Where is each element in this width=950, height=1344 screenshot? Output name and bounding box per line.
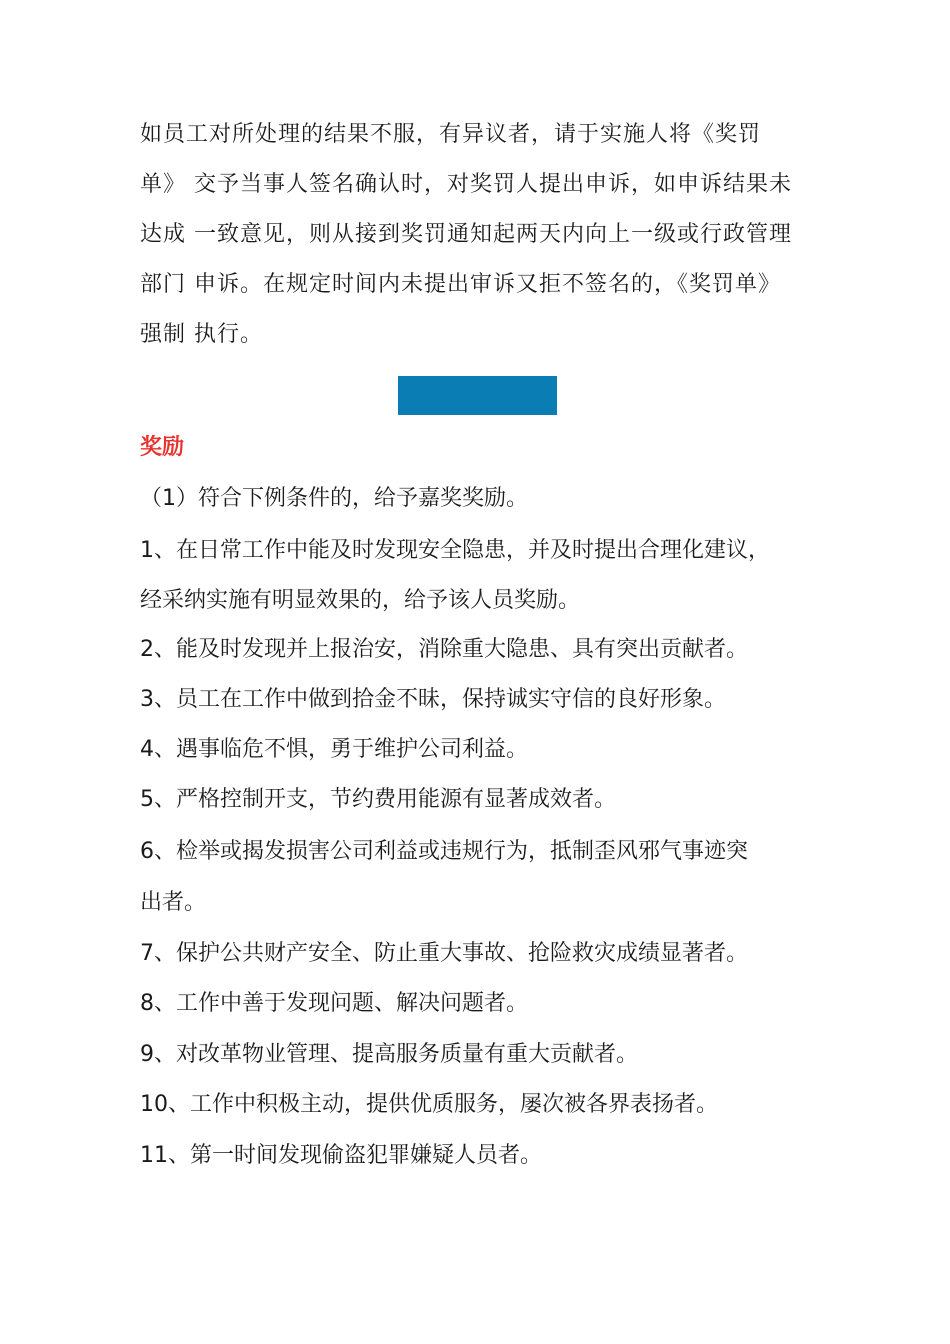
reward-item-line: 2、能及时发现并上报治安，消除重大隐患、具有突出贡献者。 <box>140 637 748 662</box>
reward-item-line: 4、遇事临危不惧，勇于维护公司利益。 <box>140 737 528 762</box>
reward-item-line: 5、严格控制开支，节约费用能源有显著成效者。 <box>140 787 616 812</box>
reward-intro-line: （1）符合下例条件的，给予嘉奖奖励。 <box>140 486 528 511</box>
reward-item-line: 8、工作中善于发现问题、解决问题者。 <box>140 991 528 1016</box>
reward-item-line: 6、检举或揭发损害公司利益或违规行为，抵制歪风邪气事迹突 <box>140 839 748 864</box>
reward-item-line: 3、员工在工作中做到拾金不昧，保持诚实守信的良好形象。 <box>140 687 726 712</box>
section-heading-reward: 奖励 <box>140 435 185 460</box>
reward-item-line: 1、在日常工作中能及时发现安全隐患，并及时提出合理化建议， <box>140 538 770 563</box>
reward-item-line: 10、工作中积极主动，提供优质服务，屡次被各界表扬者。 <box>140 1092 718 1117</box>
section-banner-bar <box>398 376 557 415</box>
reward-item-line: 出者。 <box>140 890 207 915</box>
intro-line: 达成 一致意见，则从接到奖罚通知起两天内向上一级或行政管理 <box>140 222 792 247</box>
reward-item-line: 11、第一时间发现偷盗犯罪嫌疑人员者。 <box>140 1143 542 1168</box>
intro-line: 强制 执行。 <box>140 322 263 347</box>
intro-line: 单》 交予当事人签名确认时，对奖罚人提出申诉，如申诉结果未 <box>140 172 792 197</box>
reward-item-line: 经采纳实施有明显效果的，给予该人员奖励。 <box>140 588 581 613</box>
reward-item-line: 9、对改革物业管理、提高服务质量有重大贡献者。 <box>140 1042 638 1067</box>
intro-line: 如员工对所处理的结果不服，有异议者，请于实施人将《奖罚 <box>140 122 762 147</box>
reward-item-line: 7、保护公共财产安全、防止重大事故、抢险救灾成绩显著者。 <box>140 941 748 966</box>
intro-line: 部门 申诉。在规定时间内未提出审诉又拒不签名的，《奖罚单》 <box>140 272 781 297</box>
